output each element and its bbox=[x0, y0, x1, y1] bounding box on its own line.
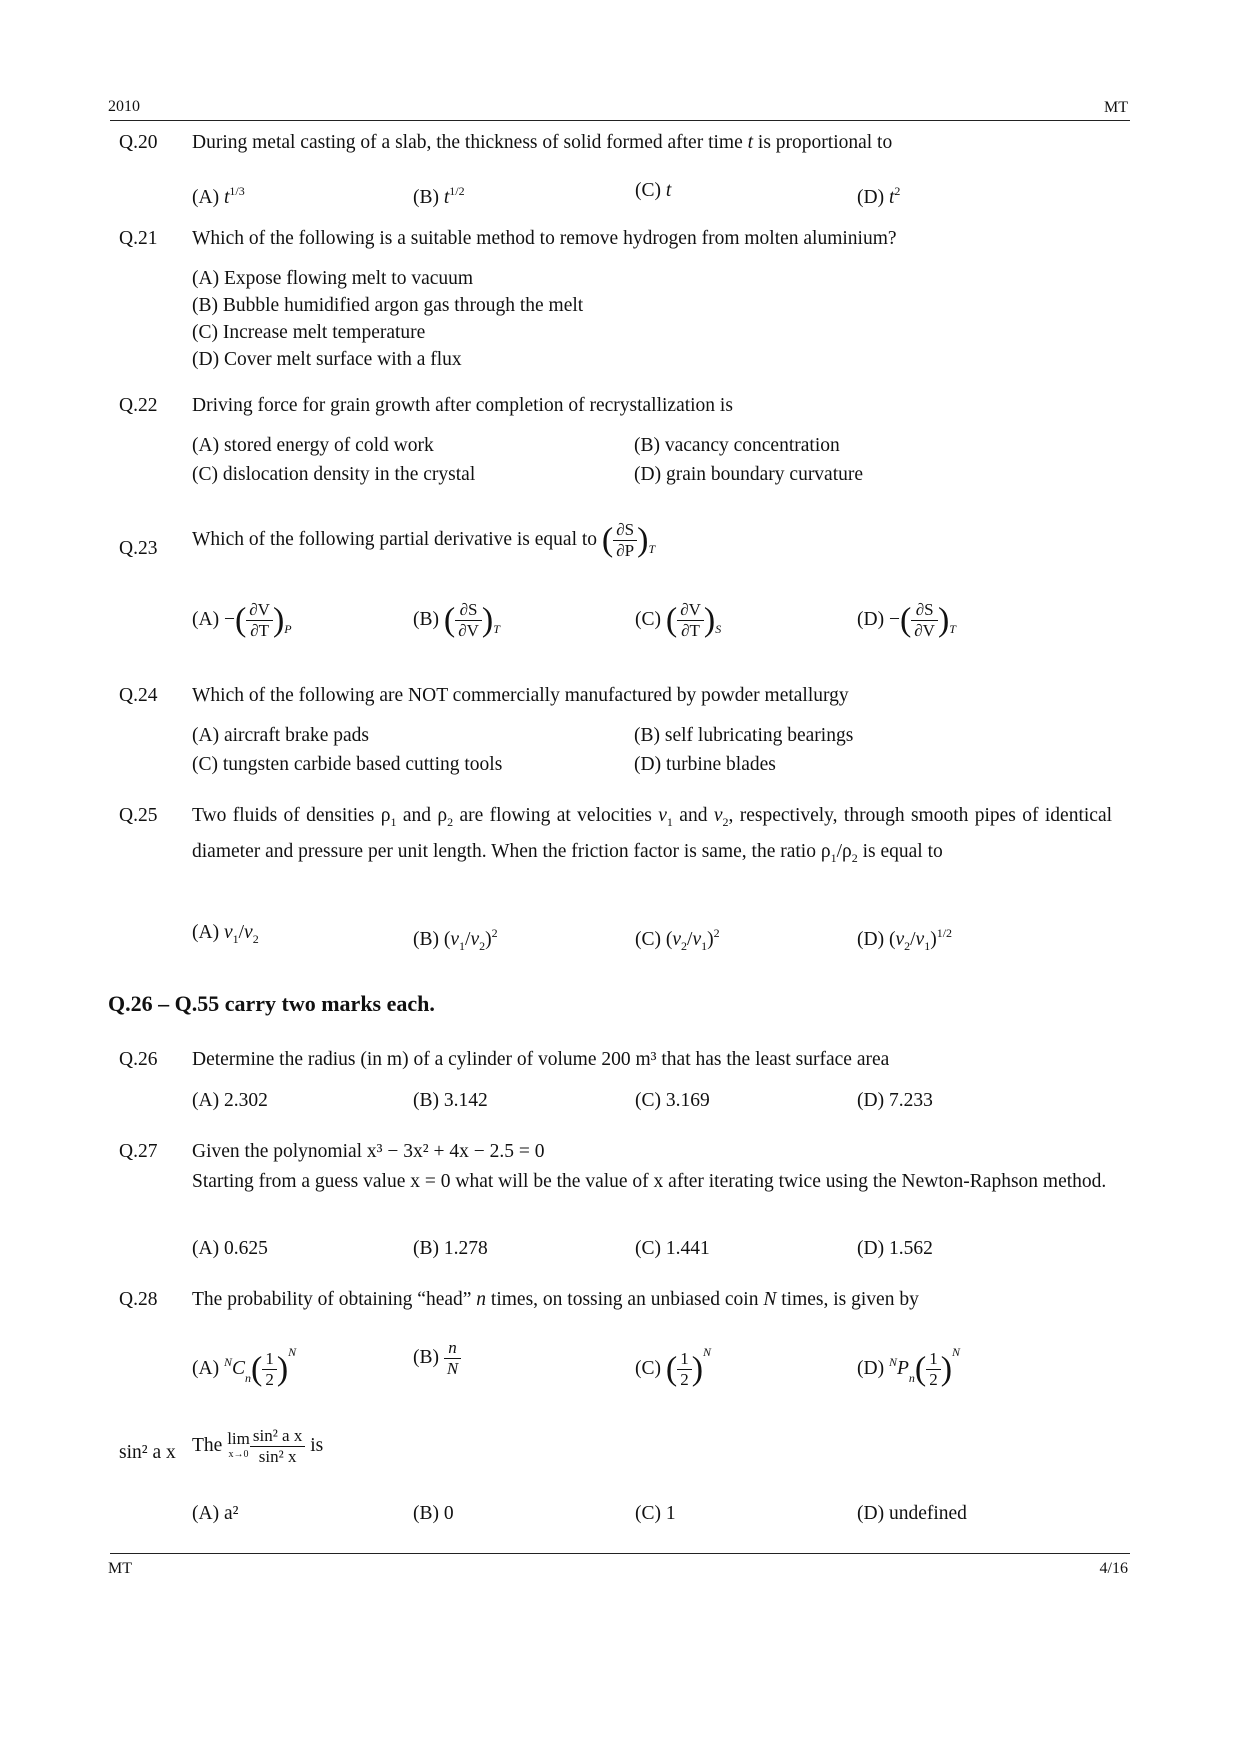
option-c: (C) 1 bbox=[635, 1503, 676, 1524]
option-d: (D) $t^2$ bbox=[857, 184, 901, 208]
section-heading: Q.26 – Q.55 carry two marks each. bbox=[108, 991, 435, 1016]
header-code: MT bbox=[1104, 99, 1128, 116]
question-text: Two fluids of densities $\rho_1$ and $\rho_2$ are flowing at velocities $v_1$ and $v_2$, respectively, through smooth pipes of identical diameter and pressure per unit length. When the friction factor is same, the ratio $\rho_1/\rho_2$ is equal to bbox=[192, 805, 1113, 865]
question-text: Which of the following partial derivative is equal to ( $\frac{\partial S}{\partial P}$ )$_T$ bbox=[192, 520, 656, 560]
question-number: Q.23 bbox=[119, 538, 158, 559]
option-a: (A) aircraft brake pads bbox=[192, 725, 370, 746]
question-number: sin² a x bbox=[119, 1442, 176, 1463]
option-a: (A) $v_1/v_2$ bbox=[192, 922, 259, 946]
option-a: (A) Expose flowing melt to vacuum bbox=[192, 268, 474, 289]
option-b: (B) Bubble humidified argon gas through the melt bbox=[192, 295, 584, 316]
option-b: (B) $\frac{n}{N}$ bbox=[413, 1338, 461, 1379]
option-c: (C) tungsten carbide based cutting tools bbox=[192, 754, 503, 775]
option-c: (C) Increase melt temperature bbox=[192, 322, 426, 343]
option-d: (D) $(v_2/v_1)^{1/2}$ bbox=[857, 926, 953, 953]
question-text: Which of the following are NOT commercially manufactured by powder metallurgy bbox=[192, 685, 849, 706]
question-number: Q.22 bbox=[119, 395, 158, 416]
target-derivative: $\frac{\partial S}{\partial P}$ bbox=[613, 520, 637, 561]
question-number: Q.25 bbox=[119, 805, 158, 826]
option-b: (B) vacancy concentration bbox=[634, 435, 840, 456]
option-c: (C) ( $\frac{1}{2}$ )$^N$ bbox=[635, 1345, 712, 1390]
footer-rule bbox=[110, 1553, 1130, 1554]
question-text: The lim x→0 $\frac{\text{sin² a x}}{\text{sin² x}}$ is bbox=[192, 1426, 324, 1466]
header-year: 2010 bbox=[108, 98, 140, 115]
option-b: (B) $t^{1/2}$ bbox=[413, 184, 465, 208]
question-number: Q.26 bbox=[119, 1049, 158, 1070]
question-number: Q.28 bbox=[119, 1289, 158, 1310]
option-c: (C) 1.441 bbox=[635, 1238, 710, 1259]
option-a: (A) $t^{1/3}$ bbox=[192, 184, 245, 208]
option-b: (B) self lubricating bearings bbox=[634, 725, 854, 746]
option-d: (D) undefined bbox=[857, 1503, 967, 1524]
option-a: (A) 0.625 bbox=[192, 1238, 268, 1259]
option-b: (B) 0 bbox=[413, 1503, 454, 1524]
question-text-line1: Given the polynomial x³ − 3x² + 4x − 2.5 = 0 bbox=[192, 1141, 545, 1162]
question-text: Driving force for grain growth after completion of recrystallization is bbox=[192, 395, 733, 416]
option-b: (B) 1.278 bbox=[413, 1238, 488, 1259]
option-a: (A) −( $\frac{\partial V}{\partial T}$ )$_P$ bbox=[192, 600, 292, 640]
footer-page-number: 4/16 bbox=[1099, 1560, 1128, 1577]
option-d: (D) turbine blades bbox=[634, 754, 776, 775]
option-a: (A) a² bbox=[192, 1503, 239, 1524]
option-d: (D) 7.233 bbox=[857, 1090, 933, 1111]
header-rule bbox=[110, 120, 1130, 121]
limit-operator: lim x→0 bbox=[227, 1428, 250, 1460]
question-number: Q.21 bbox=[119, 228, 158, 249]
question-text: Which of the following is a suitable method to remove hydrogen from molten aluminium? bbox=[192, 228, 897, 249]
footer-code: MT bbox=[108, 1560, 132, 1577]
option-d: (D) grain boundary curvature bbox=[634, 464, 864, 485]
question-text-line2: Starting from a guess value x = 0 what will be the value of x after iterating twice using the Newton-Raphson method. bbox=[192, 1171, 1107, 1192]
option-d: (D) Cover melt surface with a flux bbox=[192, 349, 462, 370]
option-c: (C) t bbox=[635, 180, 672, 201]
question-number: Q.20 bbox=[119, 132, 158, 153]
option-d: (D) $^NP_n$( $\frac{1}{2}$ )$^N$ bbox=[857, 1345, 961, 1390]
option-d: (D) −( $\frac{\partial S}{\partial V}$ )$_T$ bbox=[857, 600, 956, 640]
question-text: The probability of obtaining “head” n times, on tossing an unbiased coin N times, is given by bbox=[192, 1289, 919, 1310]
option-b: (B) 3.142 bbox=[413, 1090, 488, 1111]
option-b: (B) ( $\frac{\partial S}{\partial V}$ )$_T$ bbox=[413, 600, 500, 640]
question-number: Q.24 bbox=[119, 685, 158, 706]
option-a: (A) 2.302 bbox=[192, 1090, 268, 1111]
question-stem: Which of the following partial derivative is equal to bbox=[192, 528, 598, 550]
option-c: (C) dislocation density in the crystal bbox=[192, 464, 476, 485]
question-number: Q.27 bbox=[119, 1141, 158, 1162]
option-d: (D) 1.562 bbox=[857, 1238, 933, 1259]
option-a: (A) stored energy of cold work bbox=[192, 435, 434, 456]
question-text: Determine the radius (in m) of a cylinder of volume 200 m³ that has the least surface area bbox=[192, 1049, 890, 1070]
option-c: (C) $(v_2/v_1)^2$ bbox=[635, 926, 720, 953]
option-b: (B) $(v_1/v_2)^2$ bbox=[413, 926, 498, 953]
question-text: During metal casting of a slab, the thickness of solid formed after time t is proportional to bbox=[192, 132, 893, 153]
option-c: (C) ( $\frac{\partial V}{\partial T}$ )$_S$ bbox=[635, 600, 722, 640]
option-c: (C) 3.169 bbox=[635, 1090, 710, 1111]
option-a: (A) $^NC_n$( $\frac{1}{2}$ )$^N$ bbox=[192, 1345, 297, 1390]
